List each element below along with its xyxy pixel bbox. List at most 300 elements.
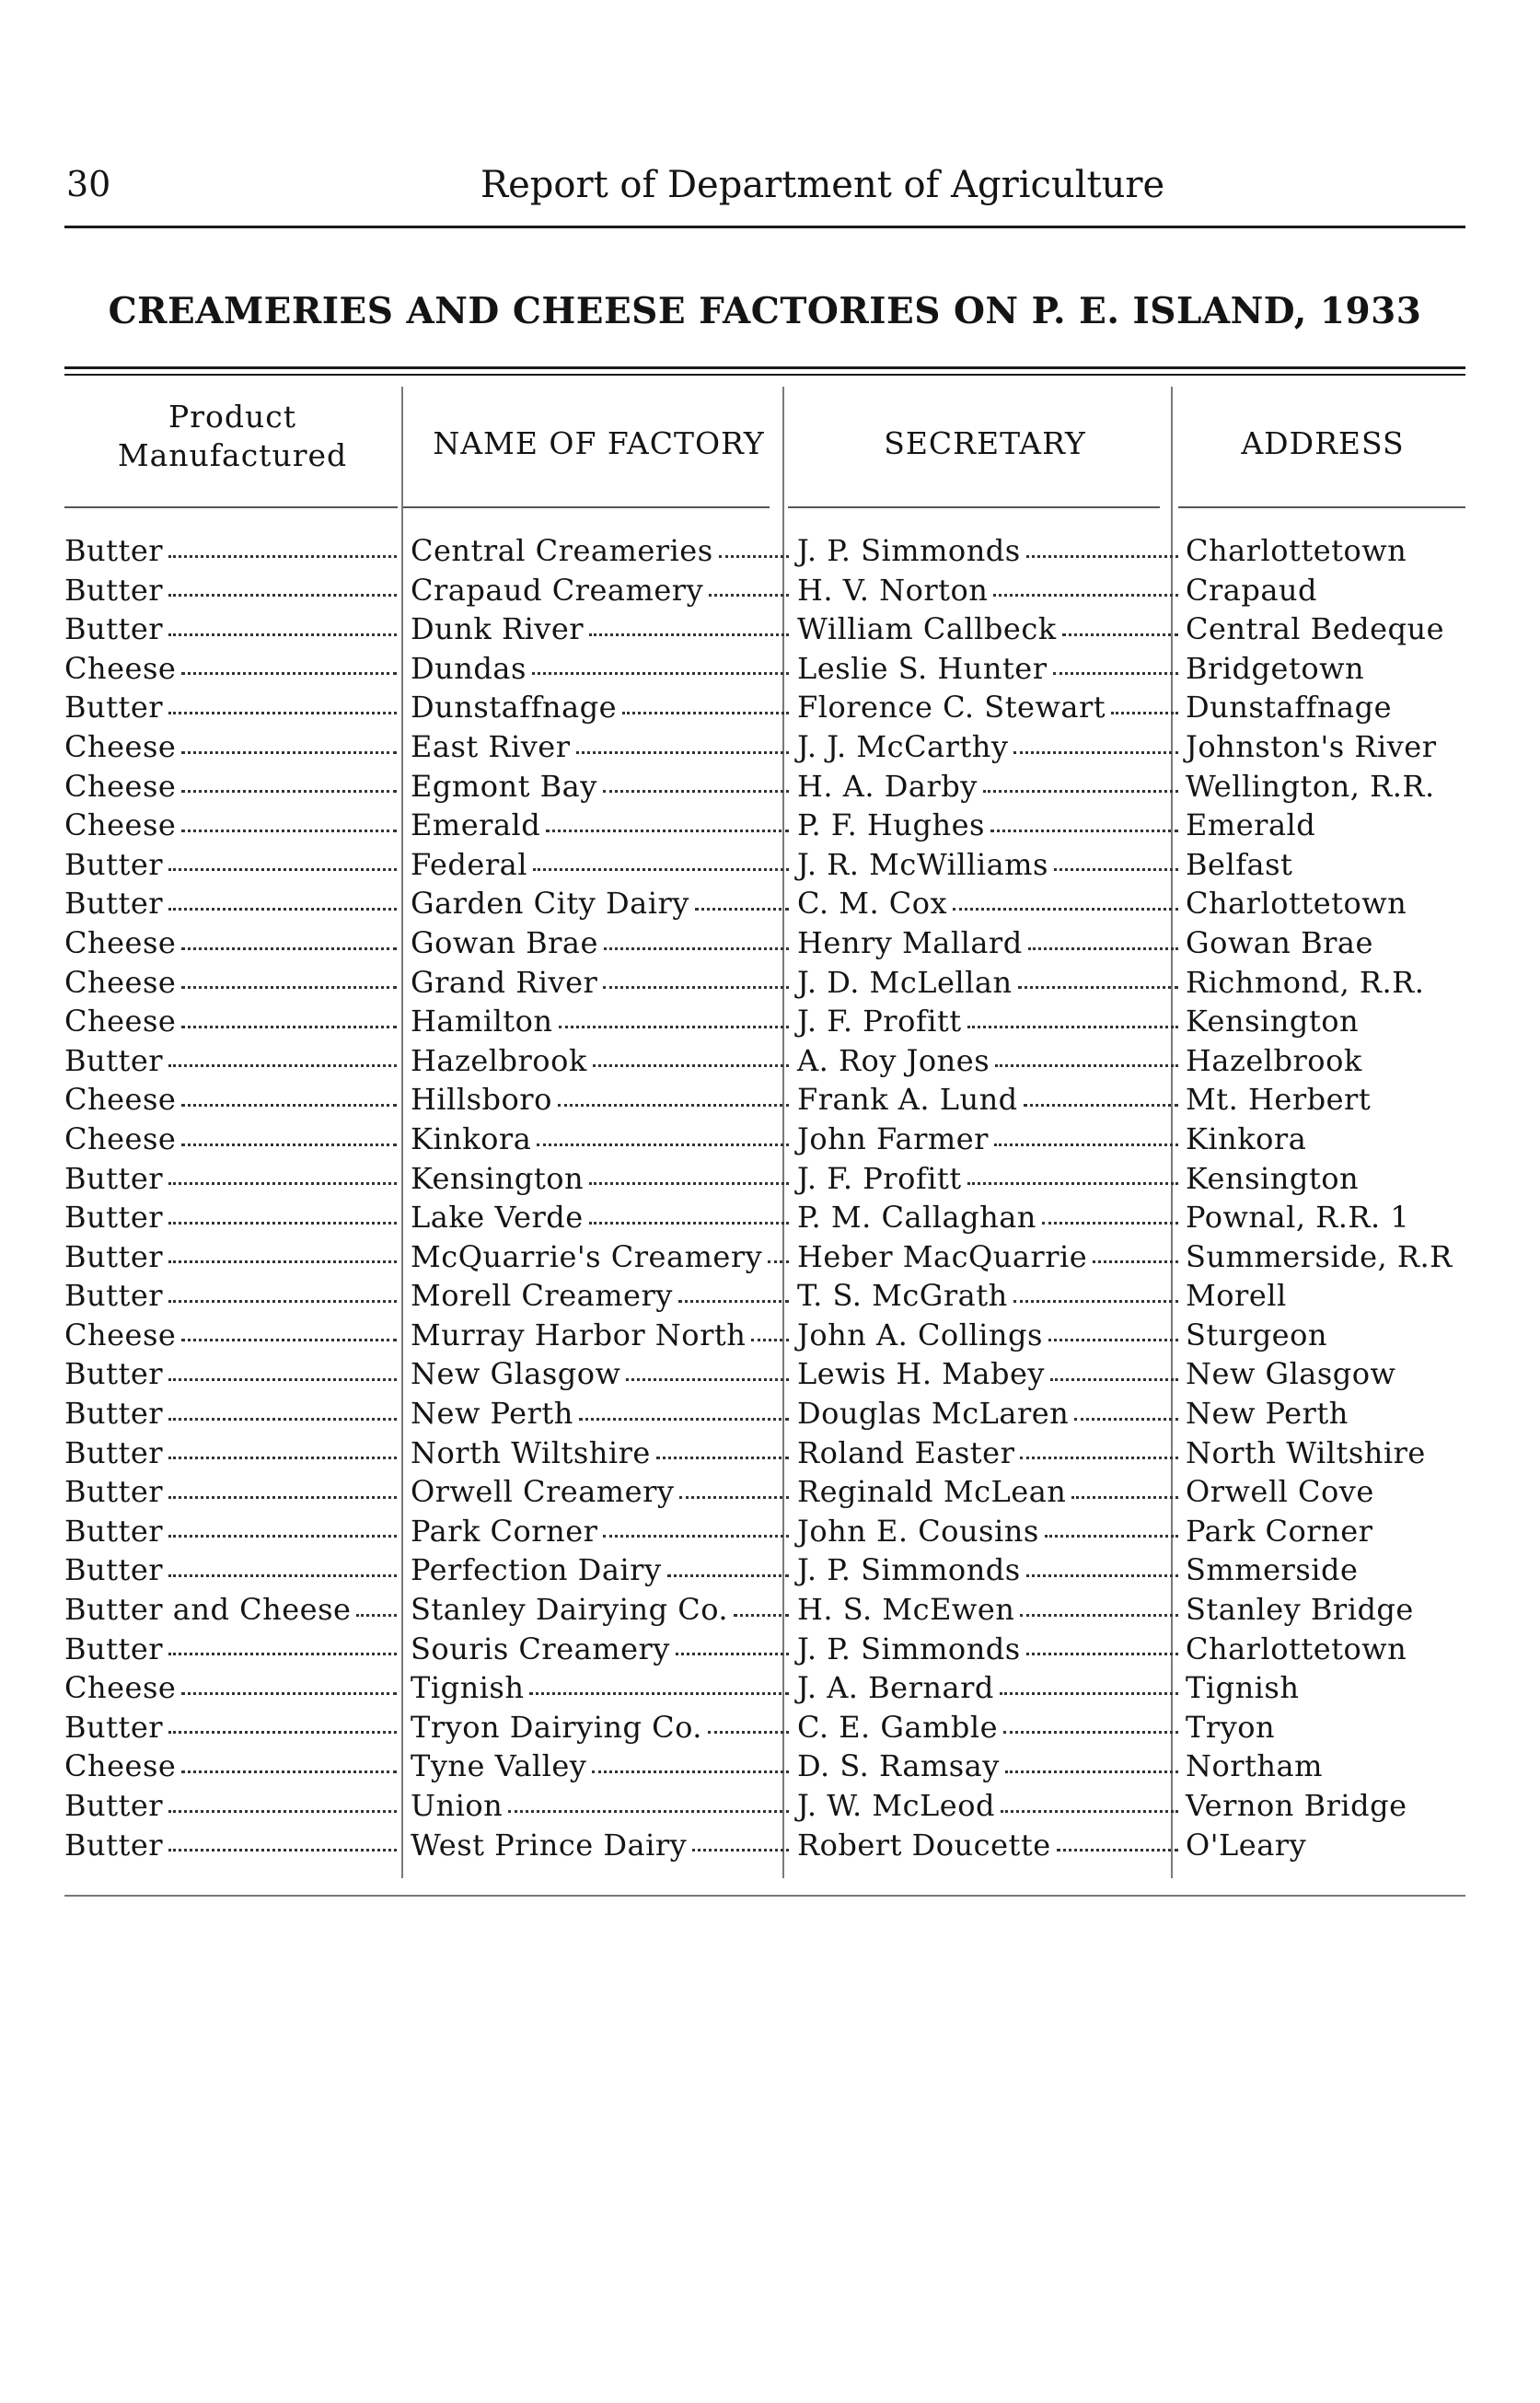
factory-cell-text: Kensington <box>411 1159 589 1199</box>
table-row <box>64 1159 1473 1199</box>
factory-cell <box>403 531 793 571</box>
dot-leader <box>181 923 397 950</box>
factory-cell-text: Tryon Dairying Co. <box>411 1708 708 1747</box>
dot-leader <box>603 767 789 794</box>
secretary-cell <box>790 845 1182 885</box>
secretary-cell-text: John A. Collings <box>797 1316 1048 1355</box>
dot-leader <box>603 1512 789 1538</box>
table-row <box>64 649 1473 689</box>
dot-leader <box>168 1786 397 1813</box>
factory-cell-text: Grand River <box>411 963 603 1003</box>
dot-leader <box>751 1316 789 1342</box>
secretary-cell <box>790 571 1182 610</box>
table-row <box>64 963 1473 1003</box>
address-cell-text: Park Corner <box>1186 1512 1372 1551</box>
table-row <box>64 1512 1473 1551</box>
product-cell-text: Cheese <box>64 1316 181 1355</box>
factory-cell-text: Perfection Dairy <box>411 1550 667 1590</box>
product-cell-text: Butter <box>64 1198 168 1237</box>
secretary-cell <box>790 1512 1182 1551</box>
dot-leader <box>983 767 1178 794</box>
secretary-cell <box>790 1316 1182 1355</box>
address-cell <box>1178 688 1540 727</box>
address-cell <box>1178 1630 1540 1669</box>
secretary-cell <box>790 1550 1182 1590</box>
product-cell-text: Butter <box>64 1276 168 1316</box>
factory-cell-text: West Prince Dairy <box>411 1826 692 1865</box>
dot-leader <box>168 1237 397 1264</box>
table-row <box>64 1394 1473 1434</box>
dot-leader <box>1054 845 1178 872</box>
dot-leader <box>953 884 1178 911</box>
address-cell-text: Dunstaffnage <box>1186 688 1392 727</box>
product-cell <box>64 1316 400 1355</box>
secretary-cell-text: J. P. Simmonds <box>797 531 1026 571</box>
secretary-cell <box>790 1472 1182 1512</box>
dot-leader <box>1026 531 1178 558</box>
secretary-cell-text: D. S. Ramsay <box>797 1747 1005 1786</box>
dot-leader <box>168 1276 397 1303</box>
table-top-rule <box>64 366 1465 369</box>
factory-cell-text: North Wiltshire <box>411 1434 656 1473</box>
secretary-cell-text: Florence C. Stewart <box>797 688 1111 727</box>
secretary-cell <box>790 1198 1182 1237</box>
product-cell <box>64 1276 400 1316</box>
table-row <box>64 1276 1473 1316</box>
dot-leader <box>676 1630 789 1656</box>
table-row <box>64 1708 1473 1747</box>
table-row <box>64 1630 1473 1669</box>
product-cell <box>64 1002 400 1041</box>
address-cell-text: New Glasgow <box>1186 1354 1395 1394</box>
secretary-cell <box>790 1668 1182 1708</box>
product-cell <box>64 571 400 610</box>
product-cell <box>64 1826 400 1865</box>
secretary-cell-text: John Farmer <box>797 1120 994 1159</box>
dot-leader <box>529 1668 789 1695</box>
product-cell <box>64 806 400 845</box>
address-cell <box>1178 1159 1540 1199</box>
dot-leader <box>1026 1630 1178 1656</box>
secretary-cell-text: Henry Mallard <box>797 923 1028 963</box>
dot-leader <box>1013 727 1178 754</box>
factory-cell <box>403 1120 793 1159</box>
dot-leader <box>537 1120 789 1146</box>
factory-cell-text: Dundas <box>411 649 532 689</box>
secretary-cell-text: H. V. Norton <box>797 571 993 610</box>
secretary-cell-text: J. P. Simmonds <box>797 1550 1026 1590</box>
dot-leader <box>168 845 397 872</box>
product-cell-text: Butter <box>64 1434 168 1473</box>
address-cell <box>1178 1080 1540 1120</box>
table-row <box>64 1354 1473 1394</box>
factory-cell-text: Souris Creamery <box>411 1630 676 1669</box>
factory-cell-text: Tyne Valley <box>411 1747 592 1786</box>
address-cell-text: Pownal, R.R. 1 <box>1186 1198 1409 1237</box>
product-cell <box>64 1590 400 1630</box>
address-cell-text: Summerside, R.R <box>1186 1237 1453 1277</box>
dot-leader <box>1057 1826 1178 1852</box>
factory-cell <box>403 1668 793 1708</box>
dot-leader <box>181 1668 397 1695</box>
factory-cell-text: Hazelbrook <box>411 1041 593 1081</box>
factory-cell <box>403 1590 793 1630</box>
factory-cell <box>403 1434 793 1473</box>
address-cell <box>1178 1198 1540 1237</box>
factory-cell <box>403 845 793 885</box>
address-cell-text: Orwell Cove <box>1186 1472 1374 1512</box>
address-cell-text: Crapaud <box>1186 571 1317 610</box>
factory-cell <box>403 923 793 963</box>
dot-leader <box>533 845 789 872</box>
table-row <box>64 1041 1473 1081</box>
product-cell <box>64 884 400 923</box>
dot-leader <box>1042 1198 1178 1225</box>
address-cell-text: Sturgeon <box>1186 1316 1327 1355</box>
dot-leader <box>168 1434 397 1460</box>
col-header-factory: NAME OF FACTORY <box>433 425 765 461</box>
dot-leader <box>692 1826 789 1852</box>
factory-cell-text: Central Creameries <box>411 531 719 571</box>
secretary-cell-text: William Callbeck <box>797 609 1062 649</box>
factory-cell <box>403 806 793 845</box>
dot-leader <box>709 571 789 598</box>
dot-leader <box>695 884 789 911</box>
address-cell-text: Kinkora <box>1186 1120 1306 1159</box>
dot-leader <box>181 1080 397 1107</box>
address-cell-text: Vernon Bridge <box>1186 1786 1407 1826</box>
address-cell-text: Morell <box>1186 1276 1287 1316</box>
secretary-cell <box>790 1630 1182 1669</box>
address-cell-text: Emerald <box>1186 806 1315 845</box>
factory-cell-text: Garden City Dairy <box>411 884 695 923</box>
factory-cell-text: Stanley Dairying Co. <box>411 1590 734 1630</box>
dot-leader <box>593 1041 789 1068</box>
secretary-cell <box>790 767 1182 807</box>
dot-leader <box>604 923 789 950</box>
factory-cell <box>403 727 793 767</box>
dot-leader <box>1001 1786 1178 1813</box>
product-cell-text: Cheese <box>64 1120 181 1159</box>
factory-cell <box>403 1747 793 1786</box>
factory-cell <box>403 1708 793 1747</box>
table-row <box>64 727 1473 767</box>
product-cell <box>64 1120 400 1159</box>
secretary-cell-text: J. D. McLellan <box>797 963 1018 1003</box>
dot-leader <box>168 1550 397 1577</box>
dot-leader <box>168 1512 397 1538</box>
product-cell <box>64 1237 400 1277</box>
dot-leader <box>592 1747 789 1773</box>
product-cell-text: Cheese <box>64 1080 181 1120</box>
secretary-cell <box>790 806 1182 845</box>
address-cell-text: Central Bedeque <box>1186 609 1444 649</box>
factory-cell <box>403 1630 793 1669</box>
address-cell <box>1178 649 1540 689</box>
secretary-cell-text: J. W. McLeod <box>797 1786 1001 1826</box>
factory-cell <box>403 1786 793 1826</box>
dot-leader <box>1111 688 1178 714</box>
product-cell <box>64 1786 400 1826</box>
dot-leader <box>708 1708 789 1735</box>
table-row <box>64 1198 1473 1237</box>
product-cell <box>64 1512 400 1551</box>
product-cell-text: Cheese <box>64 1747 181 1786</box>
product-cell-text: Butter <box>64 884 168 923</box>
address-cell <box>1178 1354 1540 1394</box>
secretary-cell <box>790 531 1182 571</box>
table-row <box>64 1472 1473 1512</box>
header-underline-address <box>1178 506 1465 508</box>
product-cell <box>64 1354 400 1394</box>
dot-leader <box>168 688 397 714</box>
dot-leader <box>546 806 789 832</box>
product-cell-text: Butter <box>64 688 168 727</box>
dot-leader <box>967 1159 1178 1186</box>
secretary-cell <box>790 1590 1182 1630</box>
dot-leader <box>994 1120 1178 1146</box>
dot-leader <box>1093 1237 1178 1264</box>
dot-leader <box>168 1826 397 1852</box>
secretary-cell-text: Heber MacQuarrie <box>797 1237 1093 1277</box>
factory-cell <box>403 767 793 807</box>
secretary-cell <box>790 1237 1182 1277</box>
address-cell <box>1178 531 1540 571</box>
page-title: CREAMERIES AND CHEESE FACTORIES ON P. E. ISLAND, 1933 <box>108 290 1422 332</box>
factory-cell-text: Dunk River <box>411 609 589 649</box>
dot-leader <box>622 688 789 714</box>
dot-leader <box>626 1354 789 1381</box>
secretary-cell <box>790 1276 1182 1316</box>
address-cell-text: Wellington, R.R. <box>1186 767 1435 807</box>
dot-leader <box>1020 1434 1178 1460</box>
address-cell <box>1178 571 1540 610</box>
product-cell <box>64 923 400 963</box>
product-cell <box>64 1747 400 1786</box>
dot-leader <box>576 727 789 754</box>
dot-leader <box>589 1159 789 1186</box>
table-row <box>64 1434 1473 1473</box>
dot-leader <box>1018 963 1178 990</box>
secretary-cell-text: T. S. McGrath <box>797 1276 1013 1316</box>
factory-cell-text: Murray Harbor North <box>411 1316 751 1355</box>
address-cell-text: Hazelbrook <box>1186 1041 1362 1081</box>
factory-cell-text: Gowan Brae <box>411 923 604 963</box>
factory-cell-text: Federal <box>411 845 533 885</box>
address-cell <box>1178 1668 1540 1708</box>
factory-cell-text: Crapaud Creamery <box>411 571 709 610</box>
dot-leader <box>168 1708 397 1735</box>
address-cell <box>1178 1708 1540 1747</box>
dot-leader <box>168 571 397 598</box>
factory-cell <box>403 1316 793 1355</box>
address-cell <box>1178 1472 1540 1512</box>
product-cell-text: Butter <box>64 1786 168 1826</box>
secretary-cell <box>790 884 1182 923</box>
product-cell <box>64 1080 400 1120</box>
dot-leader <box>1026 1550 1178 1577</box>
address-cell-text: Belfast <box>1186 845 1292 885</box>
dot-leader <box>734 1590 789 1617</box>
product-cell-text: Butter <box>64 1472 168 1512</box>
address-cell <box>1178 1434 1540 1473</box>
secretary-cell <box>790 1159 1182 1199</box>
address-cell-text: Gowan Brae <box>1186 923 1373 963</box>
address-cell-text: North Wiltshire <box>1186 1434 1426 1473</box>
product-cell-text: Cheese <box>64 1002 181 1041</box>
product-cell-text: Cheese <box>64 727 181 767</box>
dot-leader <box>181 727 397 754</box>
dot-leader <box>589 609 789 636</box>
table-row <box>64 806 1473 845</box>
dot-leader <box>589 1198 789 1225</box>
address-cell-text: Tignish <box>1186 1668 1299 1708</box>
dot-leader <box>181 963 397 990</box>
dot-leader <box>168 531 397 558</box>
factory-cell <box>403 1354 793 1394</box>
table-bottom-rule <box>64 1895 1465 1897</box>
table-row <box>64 1590 1473 1630</box>
dot-leader <box>168 609 397 636</box>
dot-leader <box>579 1394 789 1421</box>
address-cell <box>1178 1002 1540 1041</box>
table-row <box>64 1237 1473 1277</box>
product-cell <box>64 1159 400 1199</box>
dot-leader <box>967 1002 1178 1028</box>
table-row <box>64 884 1473 923</box>
product-cell <box>64 1434 400 1473</box>
address-cell-text: New Perth <box>1186 1394 1349 1434</box>
col-header-product-line1: Product <box>168 399 296 435</box>
secretary-cell-text: John E. Cousins <box>797 1512 1045 1551</box>
dot-leader <box>558 1080 789 1107</box>
dot-leader <box>1000 1668 1178 1695</box>
product-cell-text: Butter <box>64 1394 168 1434</box>
factory-cell <box>403 1472 793 1512</box>
factory-cell-text: Union <box>411 1786 508 1826</box>
dot-leader <box>168 1041 397 1068</box>
table-row <box>64 1120 1473 1159</box>
header-underline-product <box>64 506 398 508</box>
secretary-cell-text: Robert Doucette <box>797 1826 1057 1865</box>
product-cell-text: Cheese <box>64 1668 181 1708</box>
table-row <box>64 1786 1473 1826</box>
factory-cell <box>403 571 793 610</box>
factory-cell-text: East River <box>411 727 576 767</box>
secretary-cell <box>790 1434 1182 1473</box>
dot-leader <box>1020 1590 1178 1617</box>
factory-cell-text: Hillsboro <box>411 1080 558 1120</box>
address-cell-text: Bridgetown <box>1186 649 1364 689</box>
product-cell <box>64 649 400 689</box>
address-cell <box>1178 923 1540 963</box>
header-rule <box>64 226 1465 228</box>
factory-cell-text: New Glasgow <box>411 1354 626 1394</box>
product-cell-text: Cheese <box>64 806 181 845</box>
table-row <box>64 845 1473 885</box>
dot-leader <box>181 1002 397 1028</box>
product-cell-text: Cheese <box>64 649 181 689</box>
product-cell-text: Butter <box>64 571 168 610</box>
factory-cell <box>403 1198 793 1237</box>
dot-leader <box>1005 1747 1178 1773</box>
secretary-cell-text: C. M. Cox <box>797 884 953 923</box>
col-header-product-line2: Manufactured <box>117 437 348 473</box>
dot-leader <box>168 1198 397 1225</box>
product-cell-text: Butter <box>64 1826 168 1865</box>
secretary-cell-text: H. A. Darby <box>797 767 983 807</box>
factory-cell-text: New Perth <box>411 1394 579 1434</box>
table-row <box>64 1826 1473 1865</box>
factory-cell <box>403 649 793 689</box>
address-cell <box>1178 727 1540 767</box>
table-row <box>64 688 1473 727</box>
product-cell-text: Butter <box>64 1354 168 1394</box>
dot-leader <box>181 767 397 794</box>
table-row <box>64 1668 1473 1708</box>
table-top-rule-inner <box>64 374 1465 376</box>
factory-cell <box>403 1512 793 1551</box>
secretary-cell-text: J. F. Profitt <box>797 1002 967 1041</box>
secretary-cell <box>790 1786 1182 1826</box>
secretary-cell <box>790 1826 1182 1865</box>
product-cell <box>64 609 400 649</box>
dot-leader <box>1048 1316 1178 1342</box>
address-cell <box>1178 1316 1540 1355</box>
product-cell <box>64 1472 400 1512</box>
factory-cell-text: Emerald <box>411 806 546 845</box>
product-cell-text: Butter <box>64 1237 168 1277</box>
product-cell-text: Butter <box>64 845 168 885</box>
address-cell <box>1178 1237 1540 1277</box>
secretary-cell-text: Leslie S. Hunter <box>797 649 1053 689</box>
secretary-cell-text: J. F. Profitt <box>797 1159 967 1199</box>
dot-leader <box>168 1472 397 1499</box>
dot-leader <box>1003 1708 1178 1735</box>
dot-leader <box>1024 1080 1178 1107</box>
dot-leader <box>181 1316 397 1342</box>
address-cell <box>1178 806 1540 845</box>
address-cell-text: Charlottetown <box>1186 1630 1407 1669</box>
col-header-address: ADDRESS <box>1241 425 1405 461</box>
secretary-cell-text: Frank A. Lund <box>797 1080 1024 1120</box>
dot-leader <box>181 649 397 676</box>
secretary-cell-text: Lewis H. Mabey <box>797 1354 1050 1394</box>
secretary-cell <box>790 609 1182 649</box>
address-cell <box>1178 609 1540 649</box>
factory-cell-text: Egmont Bay <box>411 767 603 807</box>
product-cell <box>64 1198 400 1237</box>
secretary-cell-text: Douglas McLaren <box>797 1394 1074 1434</box>
secretary-cell-text: J. R. McWilliams <box>797 845 1054 885</box>
secretary-cell <box>790 727 1182 767</box>
table-row <box>64 571 1473 610</box>
address-cell <box>1178 1394 1540 1434</box>
product-cell-text: Butter <box>64 1550 168 1590</box>
factory-cell <box>403 1237 793 1277</box>
dot-leader <box>768 1237 789 1264</box>
product-cell <box>64 963 400 1003</box>
table-row <box>64 923 1473 963</box>
factory-cell <box>403 884 793 923</box>
dot-leader <box>1045 1512 1178 1538</box>
factory-cell <box>403 1159 793 1199</box>
page-number: 30 <box>66 164 111 204</box>
secretary-cell-text: J. J. McCarthy <box>797 727 1013 767</box>
dot-leader <box>181 806 397 832</box>
secretary-cell-text: A. Roy Jones <box>797 1041 995 1081</box>
table-row <box>64 1002 1473 1041</box>
